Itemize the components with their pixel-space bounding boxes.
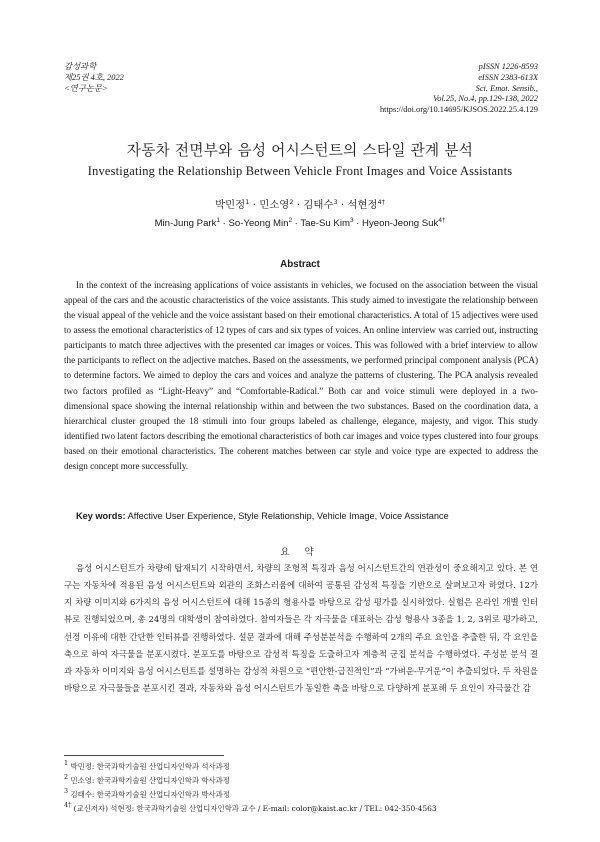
authors-korean [0,196,600,211]
author-affil-mark: 4† [438,217,446,224]
author-separator: · [249,199,260,211]
journal-name-ko: 감성과학 [64,62,97,71]
author-name: 김태수 [303,199,334,211]
author-affil-mark: 2 [289,198,294,206]
footnote-mark: 3 [64,786,69,795]
doi-link[interactable]: https://doi.org/10.14695/KJSOS.2022.25.4.129 [379,105,538,115]
author-name: 박민정 [215,199,246,211]
author-name: 석현정 [347,199,378,211]
author-separator: · [293,199,304,211]
journal-header-left [64,62,124,94]
journal-name-en: Sci. Emot. Sensib., [475,83,538,93]
author-name: Hyeon-Jeong Suk [362,218,439,229]
author-separator: · [219,218,229,229]
author-affil-mark: 2 [288,217,292,224]
author-affil-mark: 3 [349,217,354,224]
title-english: Investigating the Relationship Between Vehicle Front Images and Voice Assistants [87,164,513,178]
abstract-heading: Abstract [280,259,320,270]
author-name: Tae-Su Kim [300,218,350,229]
keywords-list: Affective User Experience, Style Relationship, Vehicle Image, Voice Assistance [127,511,449,521]
volume-pages: Vol.25, No.4, pp.129-138, 2022 [433,94,538,104]
footnote-mark: 2 [64,772,69,781]
footnote-divider [64,755,224,756]
pissn: pISSN 1226-8593 [478,62,538,71]
title-korean: 자동차 전면부와 음성 어시스턴트의 스타일 관계 분석 [126,142,474,159]
article-type-ko: <연구논문> [64,83,108,93]
author-name: So-Yeong Min [228,218,289,229]
authors-english [0,218,600,229]
summary-body: 음성 어시스턴트가 차량에 탑재되기 시작하면서, 차량의 조형적 특징과 음성 어시스턴트간의 연관성이 중요해지고 있다. 본 연구는 자동차에 적용된 음성 어시스턴트와 외관의 조화스러움에 대하여 공통된 감성적 특징을 기반으로 살펴보고자 하였다. 12가지 차량 이미지와 6가지의 음성 어시스턴트에 대해 15종의 형용사를 바탕으로 감성 평가를 실시하였다. 실험은 온라인 개별 인터뷰로 진행되었으며, 총 24명의 대학생이 참여하였다. 참여자들은 각 자극물을 대표하는 감성 형용사 3종을 1, 2, 3위로 평가하고, 선정 이유에 대한 간단한 인터뷰를 진행하였다. 설문 결과에 대해 주성분분석을 수행하여 2개의 주요 요인을 추출한 뒤, 각 요인을 축으로 하여 자극물을 분포시켰다. 분포도를 바탕으로 감성적 특징을 도출하고자 계층적 군집 분석을 수행하였다. 주성분 분석 결과 자동차 이미지와 음성 어시스턴트를 설명하는 감성적 차원으로 “편안한-급진적인”과 “가벼운-무거운”이 추출되었다. 두 차원을 바탕으로 자극물들을 분포시킨 결과, 자동차와 음성 어시스턴트가 동일한 축을 바탕으로 다양하게 분포해 두 요인이 자극물간 감 [64,563,538,693]
author-name: Min-Jung Park [154,218,217,229]
footnotes [64,760,544,816]
author-name: 민소영 [259,199,290,211]
journal-volume-ko: 제25권 4호, 2022 [64,72,124,82]
author-separator: · [292,218,301,229]
keywords [76,511,546,521]
author-separator: · [353,218,363,229]
footnote-text: 박민정: 한국과학기술원 산업디자인학과 석사과정 [70,762,230,771]
footnote-mark: 1 [64,759,69,767]
footnote-mark: 4† [64,800,72,809]
author-affil-mark: 1 [245,198,250,206]
footnote-text: 김태수: 한국과학기술원 산업디자인학과 박사과정 [70,789,230,799]
footnote [64,774,544,788]
author-affil-mark: 3 [333,198,338,206]
author-affil-mark: 4† [377,198,385,206]
author-separator: · [337,199,348,211]
keywords-label: Key words: [76,511,126,521]
footnote-text: 민소영: 한국과학기술원 산업디자인학과 학사과정 [70,775,230,785]
abstract-body: In the context of the increasing applications of voice assistants in vehicles, we focused on the association between the visual appeal of the cars and the acoustic characteristics of the voice assistants. This study aimed to investigate the relationship between the visual appeal of the vehicle and the voice assistant based on their emotional characteristics. A total of 15 adjectives were used to assess the emotional characteristics of 12 types of cars and six types of voices. An online interview was carried out, instructing participants to match three adjectives with the presented car images or voices. This was followed with a brief interview to allow the participants to reflect on the adjective matches. Based on the assessments, we performed principal component analysis (PCA) to determine factors. We aimed to deploy the cars and voices and analyze the patterns of clustering. The PCA analysis revealed two factors profiled as “Light-Heavy” and “Comfortable-Radical.” Both car and voice stimuli were deployed in a two-dimensional space showing the internal relationship within and between the two substances. Based on the coordination data, a hierarchical cluster grouped the 18 stimuli into four groups labeled as challenge, elegance, majesty, and vigor. This study identified two latent factors describing the emotional characteristics of both car images and voice types clustered into four groups based on their emotional characteristics. The coherent matches between car style and voice type are expected to address the design concept more successfully. [64,280,538,471]
footnote [64,760,544,774]
eissn: eISSN 2383-613X [478,72,538,82]
summary-heading: 요 약 [280,547,320,558]
footnote-corresponding [64,802,544,816]
author-affil-mark: 1 [216,217,220,224]
footnote-text: (교신저자) 석현정: 한국과학기술원 산업디자인학과 교수 / E-mail: color@kaist.ac.kr / TEL: 042-350-4563 [73,803,437,813]
footnote [64,788,544,802]
journal-header-right [380,62,538,116]
